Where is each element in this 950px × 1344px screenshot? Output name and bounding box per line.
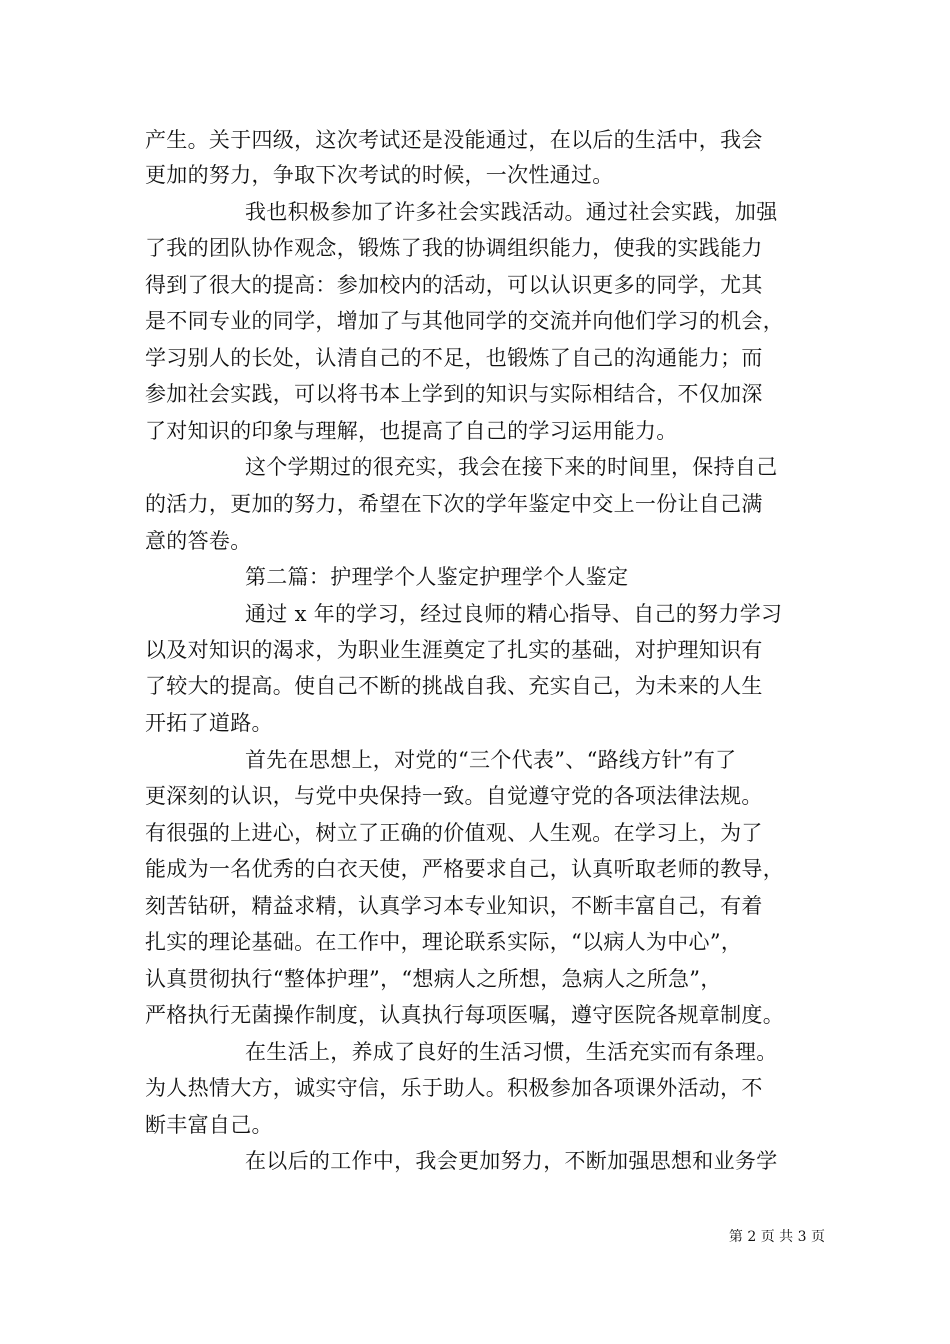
page-number-footer: 第 2 页 共 3 页 <box>728 1229 825 1245</box>
text-line: 了我的团队协作观念，锻炼了我的协调组织能力，使我的实践能力 <box>145 236 763 260</box>
text-line: 学习别人的长处，认清自己的不足，也锻炼了自己的沟通能力；而 <box>145 346 763 370</box>
text-line: 严格执行无菌操作制度，认真执行每项医嘱，遵守医院各规章制度。 <box>145 1003 784 1027</box>
text-line: 得到了很大的提高：参加校内的活动，可以认识更多的同学，尤其 <box>145 273 763 297</box>
text-line: 参加社会实践，可以将书本上学到的知识与实际相结合，不仅加深 <box>145 382 763 406</box>
text-line: 了对知识的印象与理解，也提高了自己的学习运用能力。 <box>145 419 678 443</box>
text-line: 是不同专业的同学，增加了与其他同学的交流并向他们学习的机会， <box>145 309 784 333</box>
text-line: 的活力，更加的努力，希望在下次的学年鉴定中交上一份让自己满 <box>145 492 763 516</box>
text-line: 产生。关于四级，这次考试还是没能通过，在以后的生活中，我会 <box>145 128 763 152</box>
paragraph-start: 通过 x 年的学习，经过良师的精心指导、自己的努力学习 <box>245 602 783 626</box>
text-line: 断丰富自己。 <box>145 1113 273 1137</box>
paragraph-start: 在生活上，养成了良好的生活习惯，生活充实而有条理。 <box>245 1040 778 1064</box>
text-line: 开拓了道路。 <box>145 711 273 735</box>
text-line: 更加的努力，争取下次考试的时候，一次性通过。 <box>145 163 614 187</box>
paragraph-start: 首先在思想上，对党的“三个代表”、“路线方针”有了 <box>245 748 737 772</box>
paragraph-start: 这个学期过的很充实，我会在接下来的时间里，保持自己 <box>245 455 778 479</box>
text-line: 扎实的理论基础。在工作中，理论联系实际，“以病人为中心”， <box>145 930 743 954</box>
paragraph-start: 我也积极参加了许多社会实践活动。通过社会实践，加强 <box>245 200 778 224</box>
text-line: 认真贯彻执行“整体护理”，“想病人之所想，急病人之所急”， <box>145 967 722 991</box>
section-heading: 第二篇：护理学个人鉴定护理学个人鉴定 <box>245 565 629 589</box>
text-line: 能成为一名优秀的白衣天使，严格要求自己，认真听取老师的教导， <box>145 857 784 881</box>
text-line: 意的答卷。 <box>145 529 252 553</box>
text-line: 刻苦钻研，精益求精，认真学习本专业知识，不断丰富自己，有着 <box>145 894 763 918</box>
text-line: 有很强的上进心，树立了正确的价值观、人生观。在学习上，为了 <box>145 821 763 845</box>
text-line: 为人热情大方，诚实守信，乐于助人。积极参加各项课外活动，不 <box>145 1076 763 1100</box>
text-line: 更深刻的认识，与党中央保持一致。自觉遵守党的各项法律法规。 <box>145 784 763 808</box>
text-line: 了较大的提高。使自己不断的挑战自我、充实自己，为未来的人生 <box>145 674 763 698</box>
paragraph-start: 在以后的工作中，我会更加努力，不断加强思想和业务学 <box>245 1149 778 1173</box>
text-line: 以及对知识的渴求，为职业生涯奠定了扎实的基础，对护理知识有 <box>145 638 763 662</box>
